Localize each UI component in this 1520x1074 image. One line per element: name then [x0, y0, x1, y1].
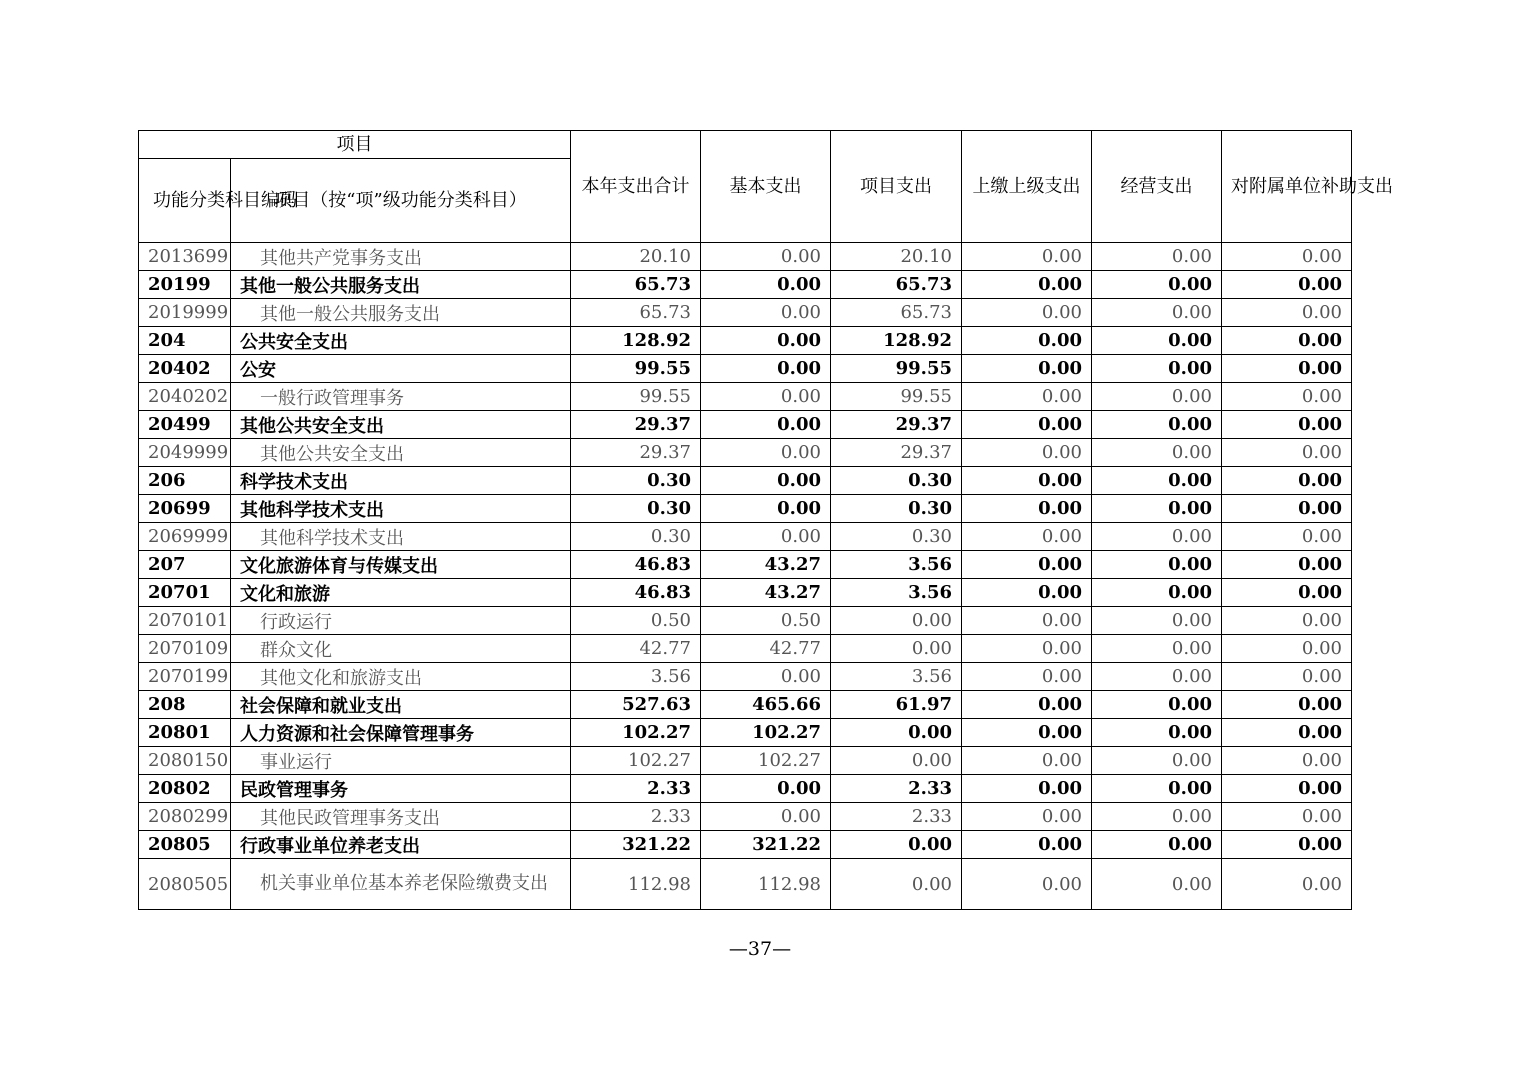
cell-project: 0.30 — [831, 523, 962, 551]
cell-name-text: 行政事业单位养老支出 — [240, 835, 420, 857]
cell-upper: 0.00 — [962, 775, 1092, 803]
cell-subsidy: 0.00 — [1222, 747, 1352, 775]
cell-total: 112.98 — [571, 859, 701, 910]
cell-code: 2069999 — [139, 523, 231, 551]
cell-name — [231, 831, 571, 859]
cell-code: 2070109 — [139, 635, 231, 663]
cell-total: 29.37 — [571, 411, 701, 439]
cell-project: 0.00 — [831, 747, 962, 775]
cell-name — [231, 383, 571, 411]
cell-operating: 0.00 — [1092, 355, 1222, 383]
cell-name — [231, 299, 571, 327]
cell-subsidy: 0.00 — [1222, 607, 1352, 635]
cell-basic: 0.00 — [701, 411, 831, 439]
cell-name-text: 其他科学技术支出 — [240, 499, 384, 521]
cell-name — [231, 439, 571, 467]
cell-upper: 0.00 — [962, 719, 1092, 747]
cell-name-text: 一般行政管理事务 — [260, 387, 404, 409]
cell-total: 0.50 — [571, 607, 701, 635]
cell-total: 527.63 — [571, 691, 701, 719]
cell-upper: 0.00 — [962, 299, 1092, 327]
table-row — [139, 467, 1352, 495]
cell-upper: 0.00 — [962, 663, 1092, 691]
cell-name — [231, 635, 571, 663]
cell-subsidy: 0.00 — [1222, 579, 1352, 607]
cell-operating: 0.00 — [1092, 551, 1222, 579]
cell-name — [231, 803, 571, 831]
cell-basic: 0.50 — [701, 607, 831, 635]
table-row — [139, 243, 1352, 271]
cell-project: 2.33 — [831, 803, 962, 831]
table-row — [139, 579, 1352, 607]
cell-total: 102.27 — [571, 719, 701, 747]
cell-upper: 0.00 — [962, 411, 1092, 439]
cell-operating: 0.00 — [1092, 719, 1222, 747]
table-row — [139, 355, 1352, 383]
cell-basic: 0.00 — [701, 803, 831, 831]
cell-subsidy: 0.00 — [1222, 327, 1352, 355]
cell-operating: 0.00 — [1092, 579, 1222, 607]
cell-project: 0.00 — [831, 607, 962, 635]
cell-upper: 0.00 — [962, 635, 1092, 663]
cell-total: 2.33 — [571, 803, 701, 831]
table-row — [139, 495, 1352, 523]
cell-subsidy: 0.00 — [1222, 523, 1352, 551]
cell-name — [231, 243, 571, 271]
cell-code: 2049999 — [139, 439, 231, 467]
cell-operating: 0.00 — [1092, 635, 1222, 663]
cell-project: 29.37 — [831, 439, 962, 467]
cell-name-text: 机关事业单位基本养老保险缴费支出 — [260, 873, 548, 894]
cell-subsidy: 0.00 — [1222, 803, 1352, 831]
cell-name — [231, 271, 571, 299]
header-upper: 上缴上级支出 — [962, 131, 1092, 243]
cell-subsidy: 0.00 — [1222, 691, 1352, 719]
cell-total: 42.77 — [571, 635, 701, 663]
expenditure-table — [138, 130, 1393, 910]
cell-code: 20701 — [139, 579, 231, 607]
cell-code: 2013699 — [139, 243, 231, 271]
table-row — [139, 747, 1352, 775]
cell-total: 0.30 — [571, 523, 701, 551]
cell-project: 0.00 — [831, 859, 962, 910]
cell-operating: 0.00 — [1092, 523, 1222, 551]
cell-name-text: 群众文化 — [260, 639, 332, 661]
cell-basic: 0.00 — [701, 775, 831, 803]
cell-operating: 0.00 — [1092, 859, 1222, 910]
cell-name-text: 行政运行 — [260, 611, 332, 633]
table-row — [139, 719, 1352, 747]
cell-project: 3.56 — [831, 663, 962, 691]
cell-operating: 0.00 — [1092, 495, 1222, 523]
cell-upper: 0.00 — [962, 383, 1092, 411]
cell-name-text: 其他一般公共服务支出 — [240, 275, 420, 297]
table-row — [139, 691, 1352, 719]
cell-upper: 0.00 — [962, 439, 1092, 467]
table-row — [139, 523, 1352, 551]
cell-basic: 0.00 — [701, 495, 831, 523]
cell-total: 46.83 — [571, 551, 701, 579]
cell-total: 2.33 — [571, 775, 701, 803]
header-item-group: 项目 — [139, 131, 571, 159]
cell-name-text: 其他民政管理事务支出 — [260, 807, 440, 829]
cell-upper: 0.00 — [962, 747, 1092, 775]
cell-code: 2040202 — [139, 383, 231, 411]
cell-operating: 0.00 — [1092, 831, 1222, 859]
cell-name-text: 事业运行 — [260, 751, 332, 773]
cell-total: 321.22 — [571, 831, 701, 859]
cell-project: 0.30 — [831, 495, 962, 523]
table-row — [139, 327, 1352, 355]
cell-upper: 0.00 — [962, 551, 1092, 579]
cell-total: 128.92 — [571, 327, 701, 355]
cell-operating: 0.00 — [1092, 803, 1222, 831]
cell-name — [231, 551, 571, 579]
cell-total: 29.37 — [571, 439, 701, 467]
cell-project: 99.55 — [831, 355, 962, 383]
cell-total: 0.30 — [571, 467, 701, 495]
table-row — [139, 859, 1352, 910]
cell-total: 65.73 — [571, 271, 701, 299]
cell-basic: 102.27 — [701, 719, 831, 747]
cell-name — [231, 579, 571, 607]
cell-basic: 0.00 — [701, 439, 831, 467]
cell-subsidy: 0.00 — [1222, 495, 1352, 523]
cell-code: 2070101 — [139, 607, 231, 635]
cell-name-text: 社会保障和就业支出 — [240, 695, 402, 717]
cell-operating: 0.00 — [1092, 691, 1222, 719]
cell-basic: 112.98 — [701, 859, 831, 910]
table-row — [139, 299, 1352, 327]
cell-name — [231, 607, 571, 635]
cell-name — [231, 523, 571, 551]
cell-subsidy: 0.00 — [1222, 271, 1352, 299]
cell-name — [231, 663, 571, 691]
cell-name-text: 其他一般公共服务支出 — [260, 303, 440, 325]
cell-project: 3.56 — [831, 579, 962, 607]
cell-name-text: 其他科学技术支出 — [260, 527, 404, 549]
cell-name — [231, 495, 571, 523]
cell-name — [231, 691, 571, 719]
cell-operating: 0.00 — [1092, 243, 1222, 271]
header-basic: 基本支出 — [701, 131, 831, 243]
cell-basic: 0.00 — [701, 383, 831, 411]
cell-name-text: 其他公共安全支出 — [240, 415, 384, 437]
cell-operating: 0.00 — [1092, 439, 1222, 467]
table-row — [139, 411, 1352, 439]
cell-basic: 0.00 — [701, 663, 831, 691]
cell-project: 99.55 — [831, 383, 962, 411]
cell-code: 2080150 — [139, 747, 231, 775]
cell-code: 2019999 — [139, 299, 231, 327]
header-name: 项目（按“项”级功能分类科目） — [231, 159, 571, 243]
cell-name — [231, 719, 571, 747]
cell-basic: 102.27 — [701, 747, 831, 775]
header-subsidy: 对附属单位补助支出 — [1222, 131, 1352, 243]
table-row — [139, 803, 1352, 831]
cell-code: 2080299 — [139, 803, 231, 831]
cell-operating: 0.00 — [1092, 411, 1222, 439]
header-operating: 经营支出 — [1092, 131, 1222, 243]
cell-total: 3.56 — [571, 663, 701, 691]
cell-upper: 0.00 — [962, 691, 1092, 719]
cell-name-text: 公安 — [240, 359, 276, 381]
cell-name-text: 公共安全支出 — [240, 331, 348, 353]
cell-operating: 0.00 — [1092, 271, 1222, 299]
cell-project: 65.73 — [831, 271, 962, 299]
cell-code: 20802 — [139, 775, 231, 803]
cell-upper: 0.00 — [962, 495, 1092, 523]
cell-operating: 0.00 — [1092, 607, 1222, 635]
cell-total: 0.30 — [571, 495, 701, 523]
cell-subsidy: 0.00 — [1222, 411, 1352, 439]
cell-name — [231, 775, 571, 803]
cell-upper: 0.00 — [962, 523, 1092, 551]
cell-subsidy: 0.00 — [1222, 439, 1352, 467]
cell-project: 2.33 — [831, 775, 962, 803]
cell-total: 99.55 — [571, 383, 701, 411]
cell-total: 46.83 — [571, 579, 701, 607]
cell-upper: 0.00 — [962, 579, 1092, 607]
cell-basic: 0.00 — [701, 467, 831, 495]
header-total: 本年支出合计 — [571, 131, 701, 243]
cell-basic: 43.27 — [701, 579, 831, 607]
cell-subsidy: 0.00 — [1222, 635, 1352, 663]
cell-upper: 0.00 — [962, 271, 1092, 299]
cell-code: 2080505 — [139, 859, 231, 910]
cell-subsidy: 0.00 — [1222, 551, 1352, 579]
cell-project: 0.00 — [831, 719, 962, 747]
cell-name — [231, 859, 571, 910]
cell-project: 20.10 — [831, 243, 962, 271]
cell-total: 99.55 — [571, 355, 701, 383]
page-number: —37— — [728, 938, 792, 960]
cell-name-text: 民政管理事务 — [240, 779, 348, 801]
cell-subsidy: 0.00 — [1222, 355, 1352, 383]
table-row — [139, 383, 1352, 411]
cell-operating: 0.00 — [1092, 747, 1222, 775]
cell-code: 208 — [139, 691, 231, 719]
cell-name — [231, 747, 571, 775]
cell-operating: 0.00 — [1092, 467, 1222, 495]
table-row — [139, 663, 1352, 691]
cell-basic: 321.22 — [701, 831, 831, 859]
cell-name-text: 科学技术支出 — [240, 471, 348, 493]
cell-basic: 42.77 — [701, 635, 831, 663]
cell-basic: 0.00 — [701, 327, 831, 355]
cell-project: 65.73 — [831, 299, 962, 327]
cell-basic: 0.00 — [701, 243, 831, 271]
cell-subsidy: 0.00 — [1222, 383, 1352, 411]
cell-upper: 0.00 — [962, 243, 1092, 271]
cell-project: 61.97 — [831, 691, 962, 719]
cell-subsidy: 0.00 — [1222, 299, 1352, 327]
cell-subsidy: 0.00 — [1222, 859, 1352, 910]
cell-subsidy: 0.00 — [1222, 719, 1352, 747]
cell-name-text: 人力资源和社会保障管理事务 — [240, 723, 474, 745]
cell-operating: 0.00 — [1092, 299, 1222, 327]
cell-code: 204 — [139, 327, 231, 355]
cell-upper: 0.00 — [962, 859, 1092, 910]
cell-total: 102.27 — [571, 747, 701, 775]
table-row — [139, 607, 1352, 635]
cell-project: 29.37 — [831, 411, 962, 439]
cell-operating: 0.00 — [1092, 663, 1222, 691]
cell-upper: 0.00 — [962, 327, 1092, 355]
cell-subsidy: 0.00 — [1222, 831, 1352, 859]
cell-upper: 0.00 — [962, 355, 1092, 383]
cell-basic: 43.27 — [701, 551, 831, 579]
cell-project: 0.30 — [831, 467, 962, 495]
cell-project: 128.92 — [831, 327, 962, 355]
cell-code: 20801 — [139, 719, 231, 747]
cell-code: 20805 — [139, 831, 231, 859]
cell-name — [231, 327, 571, 355]
table-row — [139, 775, 1352, 803]
cell-basic: 0.00 — [701, 523, 831, 551]
cell-code: 20402 — [139, 355, 231, 383]
table-row — [139, 551, 1352, 579]
cell-basic: 0.00 — [701, 355, 831, 383]
cell-upper: 0.00 — [962, 803, 1092, 831]
cell-total: 20.10 — [571, 243, 701, 271]
cell-project: 0.00 — [831, 831, 962, 859]
cell-name-text: 其他公共安全支出 — [260, 443, 404, 465]
cell-project: 0.00 — [831, 635, 962, 663]
cell-code: 20199 — [139, 271, 231, 299]
cell-code: 20499 — [139, 411, 231, 439]
cell-operating: 0.00 — [1092, 775, 1222, 803]
table-row — [139, 831, 1352, 859]
cell-upper: 0.00 — [962, 831, 1092, 859]
cell-name-text: 其他文化和旅游支出 — [260, 667, 422, 689]
cell-subsidy: 0.00 — [1222, 243, 1352, 271]
header-project: 项目支出 — [831, 131, 962, 243]
cell-code: 206 — [139, 467, 231, 495]
table-row — [139, 271, 1352, 299]
table-row — [139, 439, 1352, 467]
cell-code: 207 — [139, 551, 231, 579]
cell-operating: 0.00 — [1092, 327, 1222, 355]
cell-basic: 0.00 — [701, 299, 831, 327]
table-body — [139, 243, 1352, 910]
cell-subsidy: 0.00 — [1222, 775, 1352, 803]
cell-upper: 0.00 — [962, 467, 1092, 495]
table-row — [139, 635, 1352, 663]
cell-basic: 465.66 — [701, 691, 831, 719]
cell-name — [231, 467, 571, 495]
cell-name — [231, 411, 571, 439]
cell-subsidy: 0.00 — [1222, 663, 1352, 691]
cell-total: 65.73 — [571, 299, 701, 327]
cell-code: 20699 — [139, 495, 231, 523]
cell-project: 3.56 — [831, 551, 962, 579]
cell-subsidy: 0.00 — [1222, 467, 1352, 495]
cell-name-text: 文化和旅游 — [240, 583, 330, 605]
header-code: 功能分类科目编码 — [139, 159, 231, 243]
cell-name-text: 其他共产党事务支出 — [260, 247, 422, 269]
cell-operating: 0.00 — [1092, 383, 1222, 411]
cell-code: 2070199 — [139, 663, 231, 691]
cell-upper: 0.00 — [962, 607, 1092, 635]
cell-name — [231, 355, 571, 383]
cell-name-text: 文化旅游体育与传媒支出 — [240, 555, 438, 577]
cell-basic: 0.00 — [701, 271, 831, 299]
